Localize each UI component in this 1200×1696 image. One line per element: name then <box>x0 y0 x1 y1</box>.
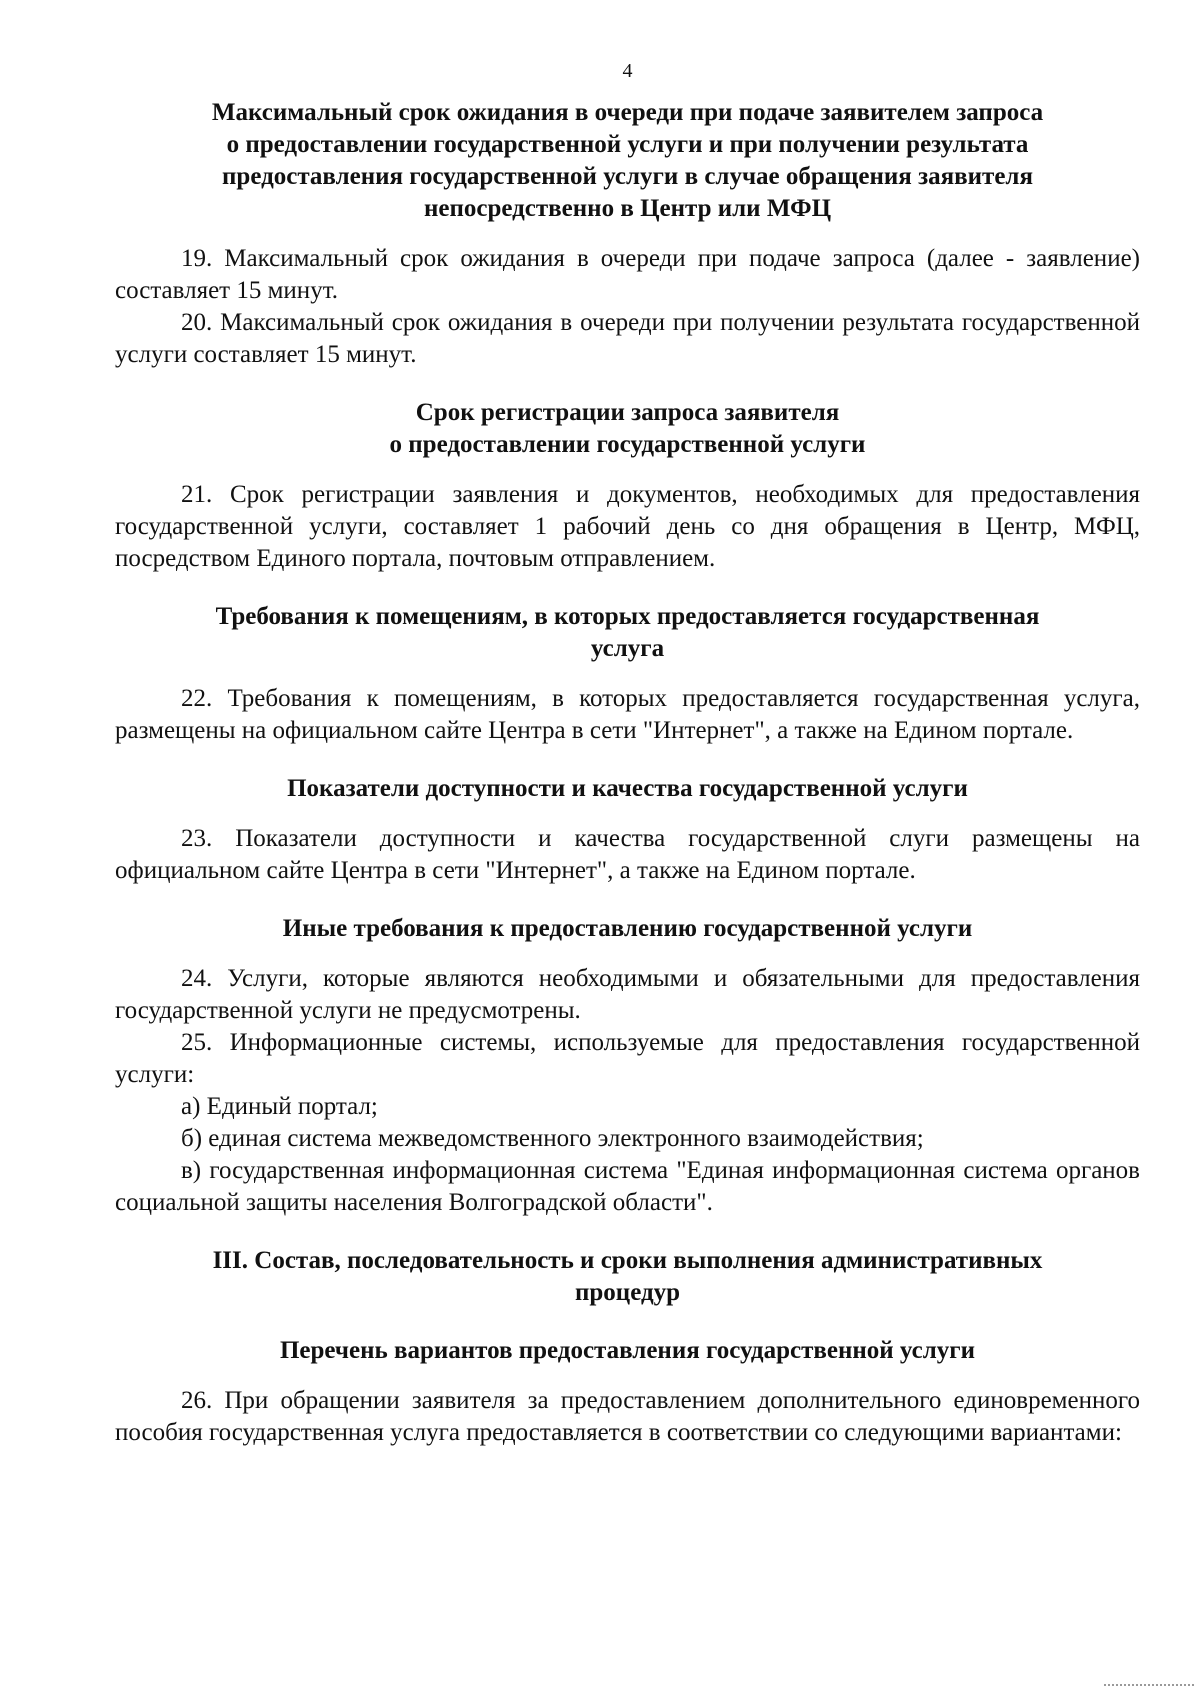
heading-line: процедур <box>574 1279 681 1306</box>
section-heading-premises <box>115 601 1140 665</box>
heading-line: Максимальный срок ожидания в очереди при подаче заявителем запроса <box>211 99 1044 126</box>
heading-line: Показатели доступности и качества государственной услуги <box>287 775 968 802</box>
list-item: б) единая система межведомственного электронного взаимодействия; <box>181 1125 924 1152</box>
heading-line: непосредственно в Центр или МФЦ <box>423 195 832 222</box>
part-heading-3 <box>115 1245 1140 1309</box>
heading-line: Иные требования к предоставлению государственной услуги <box>282 915 973 942</box>
section-heading-variants <box>115 1335 1140 1367</box>
paragraph-22: 22. Требования к помещениям, в которых предоставляется государственная услуга, размещены на официальном сайте Центра в сети "Интернет", а также на Едином портале. <box>115 685 1140 744</box>
section-heading-registration <box>115 397 1140 461</box>
paragraph-21: 21. Срок регистрации заявления и документов, необходимых для предоставления государственной услуги, составляет 1 рабочий день со дня обращения в Центр, МФЦ, посредством Единого портала, почтовым отправлением. <box>115 481 1140 572</box>
heading-line: Требования к помещениям, в которых предоставляется государственная <box>215 603 1040 630</box>
heading-line: III. Состав, последовательность и сроки выполнения административных <box>212 1247 1043 1274</box>
paragraph-20: 20. Максимальный срок ожидания в очереди при получении результата государственной услуги составляет 15 минут. <box>115 309 1140 368</box>
paragraph-23: 23. Показатели доступности и качества государственной слуги размещены на официальном сайте Центра в сети "Интернет", а также на Едином портале. <box>115 825 1140 884</box>
scan-edge-mark <box>1104 1684 1194 1694</box>
section-heading-other <box>115 913 1140 945</box>
page-number: 4 <box>622 60 633 82</box>
heading-line: предоставления государственной услуги в случае обращения заявителя <box>222 163 1033 190</box>
list-item: а) Единый портал; <box>181 1093 378 1120</box>
heading-line: Перечень вариантов предоставления государственной услуги <box>279 1337 976 1364</box>
paragraph-25: 25. Информационные системы, используемые для предоставления государственной услуги: <box>115 1029 1140 1088</box>
heading-line: о предоставлении государственной услуги и при получении результата <box>226 131 1029 158</box>
document-page <box>115 60 1140 1449</box>
paragraph-26: 26. При обращении заявителя за предоставлением дополнительного единовременного пособия государственная услуга предоставляется в соответствии со следующими вариантами: <box>115 1387 1140 1446</box>
heading-line: Срок регистрации запроса заявителя <box>415 399 840 426</box>
paragraph-19: 19. Максимальный срок ожидания в очереди при подаче запроса (далее - заявление) составляет 15 минут. <box>115 245 1140 304</box>
heading-line: услуга <box>590 635 665 662</box>
heading-line: о предоставлении государственной услуги <box>389 431 866 458</box>
section-heading-quality <box>115 773 1140 805</box>
paragraph-24: 24. Услуги, которые являются необходимыми и обязательными для предоставления государственной услуги не предусмотрены. <box>115 965 1140 1024</box>
list-item: в) государственная информационная система "Единая информационная система органов социальной защиты населения Волгоградской области". <box>115 1157 1140 1216</box>
section-heading-queue <box>115 97 1140 225</box>
